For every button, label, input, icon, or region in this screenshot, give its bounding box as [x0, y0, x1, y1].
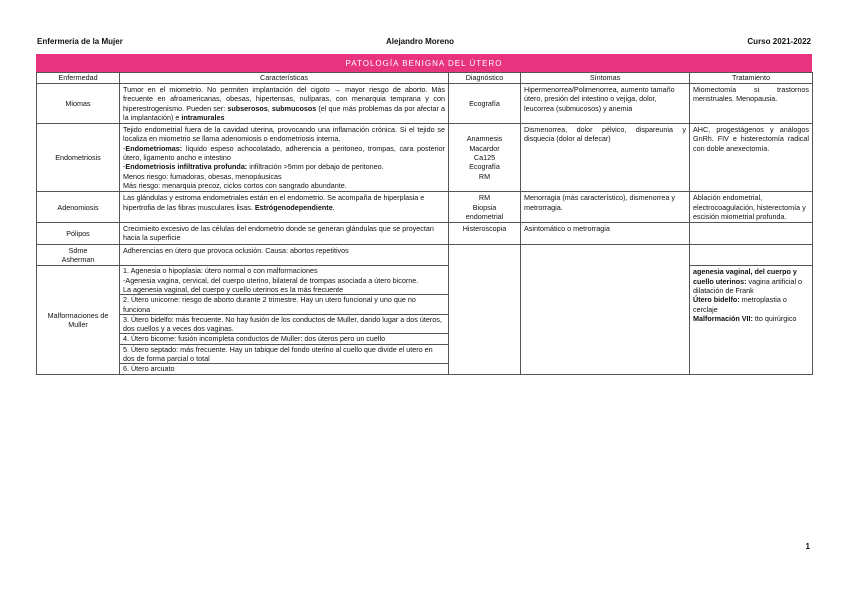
text: Ecografía — [469, 162, 500, 172]
col-header-sintomas: Síntomas — [521, 73, 690, 84]
text: tto quirúrgico — [752, 313, 797, 323]
bold-text: submucosos — [271, 103, 317, 113]
diagnosis-cell — [449, 244, 521, 374]
header-author: Alejandro Moreno — [386, 37, 455, 46]
pathology-table — [36, 72, 813, 375]
header-course: Curso 2021-2022 — [747, 37, 811, 46]
text: RM — [478, 193, 491, 203]
text: Más riesgo: menarquia precoz, ciclos cortos con sangrado abundante. — [123, 180, 347, 190]
bold-text: Estrógenodependiente — [254, 202, 333, 212]
text: líquido espeso achocolatado, adherencia a peritoneo, trompas, cara posterior útero, ligamento ancho e intestino — [123, 143, 445, 163]
text: - — [123, 143, 126, 153]
treatment-cell: Miomectomía si trastornos menstruales. Menopausia. — [690, 84, 813, 124]
text: , — [267, 103, 272, 113]
header-subject: Enfermería de la Mujer — [37, 37, 123, 46]
table-row-endometriosis — [37, 124, 813, 192]
table-row-asherman — [37, 244, 813, 266]
disease-name: Pólipos — [37, 223, 120, 245]
malformation-type — [120, 266, 448, 295]
characteristics-cell — [120, 84, 449, 124]
diagnosis-cell — [449, 192, 521, 223]
text: La agenesia vaginal, del cuerpo y cuello uterinos es la más frecuente — [123, 284, 344, 294]
malformation-type: 3. Útero bidelfo: más frecuente. No hay fusión de los conductos de Muller, dando lugar a dos úteros, dos cuellos y a veces dos vaginas. — [120, 315, 448, 335]
bold-text: agenesia vaginal, del cuerpo y cuello uterinos: — [693, 267, 797, 286]
disease-name — [37, 244, 120, 266]
bold-text: subserosos — [227, 103, 268, 113]
bold-text: intramurales — [181, 112, 225, 122]
text: 1. Agenesia o hipoplasia: útero normal o con malformaciones — [123, 266, 318, 276]
text: Menos riesgo: fumadoras, obesas, menopáusicas — [123, 171, 282, 181]
text: - — [123, 162, 126, 172]
symptoms-cell — [521, 244, 690, 374]
table-row-miomas — [37, 84, 813, 124]
diagnosis-cell: Histeroscopia — [449, 223, 521, 245]
malformation-type: 2. Útero unicorne: riesgo de aborto durante 2 trimestre. Hay un utero funcional y uno que no funciona — [120, 295, 448, 315]
symptoms-cell: Asintomático o metrorragia — [521, 223, 690, 245]
col-header-tratamiento: Tratamiento — [690, 73, 813, 84]
bold-text: Útero bidelfo: — [693, 295, 740, 305]
table-row-adenomiosis — [37, 192, 813, 223]
disease-name: Endometriosis — [37, 124, 120, 192]
text: metroplastia o cerclaje — [693, 295, 787, 314]
table-header-row — [37, 73, 813, 84]
bold-text: Malformación VII: — [693, 313, 753, 323]
text: Macardor — [469, 143, 500, 153]
col-header-caracteristicas: Características — [120, 73, 449, 84]
symptoms-cell: Menorragia (más característico), dismenorrea y metrorragia. — [521, 192, 690, 223]
col-header-diagnostico: Diagnóstico — [449, 73, 521, 84]
treatment-cell — [690, 223, 813, 245]
text: infiltración >5mm por debajo de peritoneo. — [247, 162, 384, 172]
text: . — [332, 202, 335, 212]
characteristics-cell: Crecimieito excesivo de las células del endometrio donde se generan glándulas que se proyectan hacia la superficie — [120, 223, 449, 245]
text: Tejido endometrial fuera de la cavidad uterina, provocando una inflamación crónica. Si el tejido se localiza en miometrio se llama adenomiosis o endometriosis interna. — [123, 125, 445, 144]
treatment-cell — [690, 266, 813, 374]
col-header-enfermedad: Enfermedad — [37, 73, 120, 84]
treatment-cell — [690, 244, 813, 266]
table-row-polipos — [37, 223, 813, 245]
table-row-muller — [37, 266, 813, 374]
disease-name: Malformaciones de Muller — [37, 266, 120, 374]
text: Sdme — [68, 245, 88, 255]
text: endometrial — [465, 211, 504, 221]
diagnosis-cell — [449, 124, 521, 192]
table-title: PATOLOGÍA BENIGNA DEL ÚTERO — [36, 54, 812, 72]
characteristics-cell — [120, 266, 449, 374]
characteristics-cell — [120, 124, 449, 192]
bold-text: Endometriosis infiltrativa profunda: — [125, 162, 248, 172]
page-number: 1 — [805, 542, 810, 551]
diagnosis-cell: Ecografía — [449, 84, 521, 124]
characteristics-cell: Adherencias en útero que provoca oclusión. Causa: abortos repetitivos — [120, 244, 449, 266]
bold-text: Endometriomas: — [125, 143, 183, 153]
treatment-cell: AHC, progestágenos y análogos GnRh. FIV e histerectomía radical con doble anexectomía. — [690, 124, 813, 192]
characteristics-cell — [120, 192, 449, 223]
text: Anamnesis — [466, 134, 503, 144]
malformation-type: 4. Útero bicorne: fusión incompleta conductos de Muller: dos úteros pero un cuello — [120, 334, 448, 344]
text: Ca125 — [473, 153, 496, 163]
text — [123, 144, 445, 163]
text: RM — [478, 171, 491, 181]
symptoms-cell: Hipermenorrea/Polimenorrea, aumento tamaño útero, presión del intestino o vejiga, dolor, leucorrea (submucosos) y anemia — [521, 84, 690, 124]
text: Tumor en el miometrio. No permiten implantación del cigoto → mayor riesgo de aborto. Más frecuente en afroamericanas, obesas, hipertensas, nulíparas, con menarquia temprana y con hiperestrogenismo. Pueden ser: — [123, 85, 445, 113]
disease-name: Adenomiosis — [37, 192, 120, 223]
text: (el que más problemas da por afectar a la implantación) e — [123, 103, 445, 122]
disease-name: Miomas — [37, 84, 120, 124]
text: Biopsia — [472, 202, 497, 212]
malformation-type: 5. Útero septado: más frecuente. Hay un tabique del fondo uterino al cuello que divide el utero en dos de forma parcial o total — [120, 345, 448, 365]
text: vagina artificial o dilatación de Frank — [693, 276, 803, 295]
text: Asherman — [61, 255, 95, 265]
symptoms-cell: Dismenorrea, dolor pélvico, dispareunia y disquecia (dolor al defecar) — [521, 124, 690, 192]
malformation-type: 6. Útero arcuato — [123, 364, 175, 374]
treatment-cell: Ablación endometrial, electrocoagulación, histerectomía y escisión miometrial profunda. — [690, 192, 813, 223]
text: -Agenesia vagina, cervical, del cuerpo uterino, bilateral de trompas asociada a útero bicorne. — [123, 275, 419, 285]
text — [123, 162, 445, 171]
text: Las glándulas y estroma endometriales están en el endometrio. Se acompaña de hiperplasia e hipertrofia de las fibras musculares lisas. — [123, 193, 425, 212]
